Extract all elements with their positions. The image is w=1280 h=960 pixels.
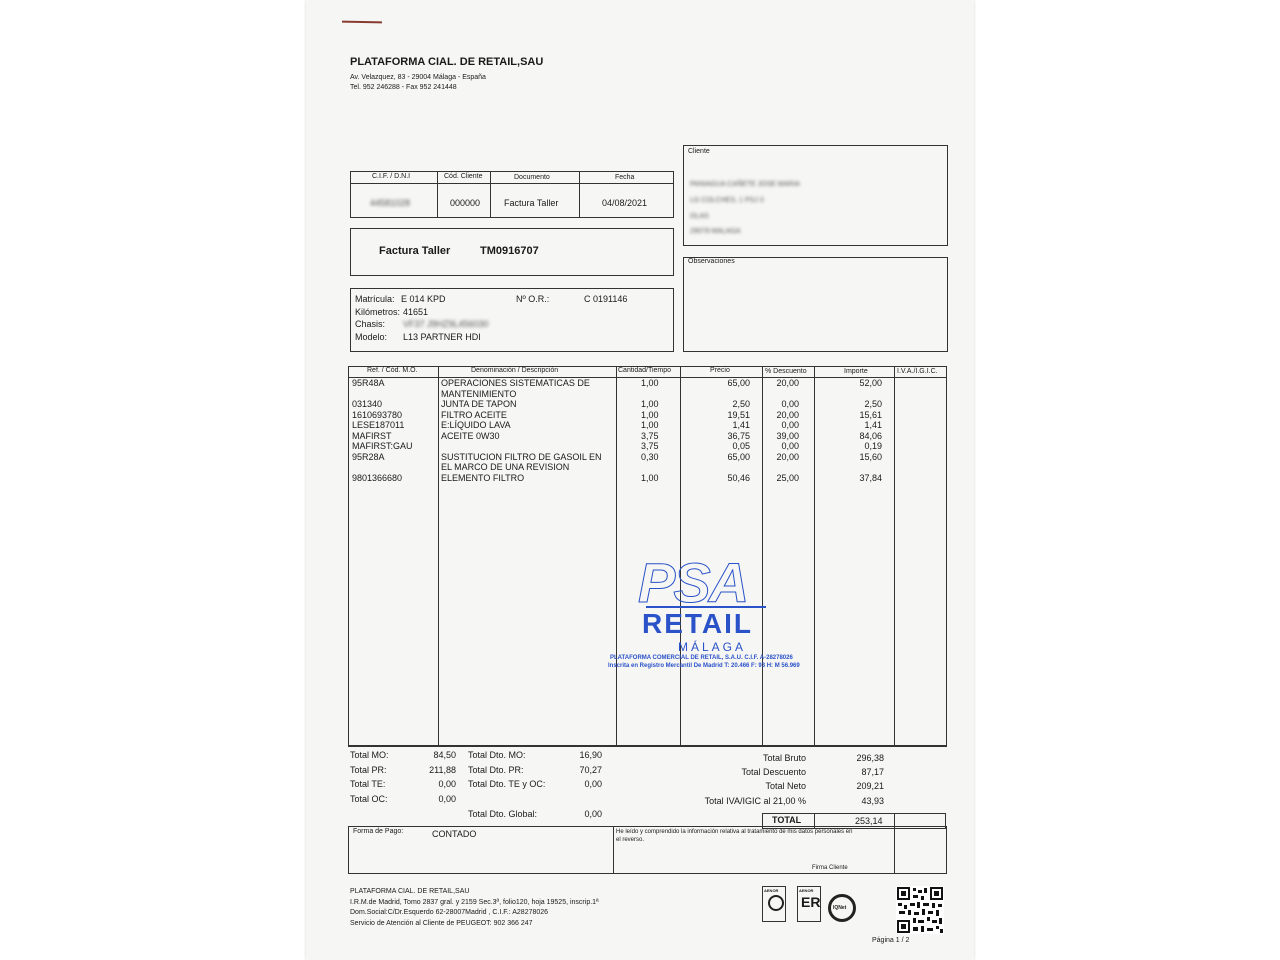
documento-value: Factura Taller (504, 198, 559, 208)
row-desc: JUNTA DE TAPON (441, 399, 517, 409)
stamp-logo: PSA (638, 551, 748, 614)
firma-cliente: Firma Cliente (812, 865, 848, 871)
row-precio: 1,41 (732, 420, 750, 430)
client-postal: 29078 MALAGA (690, 228, 741, 235)
or-value: C 0191146 (584, 294, 628, 304)
total-dto-label: Total Dto. MO: (468, 750, 526, 760)
observations-label: Observaciones (688, 258, 735, 265)
row-precio: 36,75 (727, 430, 750, 441)
total-right-value: 209,21 (856, 781, 884, 791)
row-precio: 0,05 (732, 441, 750, 451)
row-descuento: 39,00 (776, 430, 799, 441)
row-desc: E:LÍQUIDO LAVA (441, 420, 511, 430)
row-precio: 65,00 (727, 378, 750, 388)
total-left-label: Total TE: (350, 779, 386, 789)
row-ref: 9801366680 (352, 472, 403, 483)
cif-value: 44581028 (370, 198, 411, 208)
chasis-value: VF37 J9HZ9L456030 (403, 319, 489, 329)
row-descuento: 0,00 (781, 441, 799, 451)
total-right-value: 43,93 (861, 796, 884, 806)
total-right-value: 296,38 (856, 753, 884, 763)
row-descuento: 0,00 (781, 420, 799, 430)
row-desc: OPERACIONES SISTEMATICAS DE (441, 378, 590, 388)
col-importe: Importe (844, 368, 868, 375)
client-label: Cliente (688, 148, 710, 155)
row-cantidad: 1,00 (641, 420, 659, 430)
col-descuento: % Descuento (765, 368, 807, 375)
row-cantidad: 1,00 (641, 409, 659, 420)
footer-servicio: Servicio de Atención al Cliente de PEUGEOT: 902 366 247 (350, 920, 533, 927)
chasis-label: Chasis: (355, 319, 386, 329)
row-desc: EL MARCO DE UNA REVISION (441, 462, 570, 472)
total-right-label: Total Bruto (762, 753, 806, 763)
row-importe: 2,50 (864, 399, 882, 409)
invoice-number: TM0916707 (480, 245, 539, 257)
row-importe: 52,00 (859, 378, 882, 388)
row-ref: 031340 (352, 399, 383, 409)
cod-cliente-value: 000000 (450, 198, 481, 208)
or-label: Nº O.R.: (516, 294, 550, 304)
row-ref: MAFIRST (352, 430, 392, 441)
documento-header: Documento (514, 174, 550, 181)
row-descuento: 20,00 (776, 451, 799, 462)
row-ref: 95R28A (352, 451, 385, 462)
total-dto-value: 16,90 (579, 750, 602, 760)
total-left-label: Total PR: (350, 765, 387, 775)
er-mark: ER (801, 894, 821, 910)
matricula-value: E 014 KPD (401, 294, 446, 304)
row-ref: 1610693780 (352, 409, 403, 420)
footer-registro: I.R.M.de Madrid, Tomo 2837 gral. y 2159 Sec.3ª, folio120, hoja 19525, inscrip.1ª (350, 899, 599, 906)
modelo-label: Modelo: (355, 332, 388, 342)
total-right-label: Total Neto (765, 781, 806, 791)
km-value: 41651 (403, 307, 429, 317)
total-left-label: Total MO: (350, 750, 389, 760)
col-iva: I.V.A./I.G.I.C. (897, 368, 938, 375)
total-dto-value: 70,27 (579, 765, 602, 775)
cod-cliente-header: Cód. Cliente (444, 173, 483, 180)
footer-domicilio: Dom.Social:C/Dr.Esquerdo 62-28007Madrid , C.I.F.: A28278026 (350, 909, 549, 916)
stamp-line2: Inscrita en Registro Mercantil De Madrid T: 20.466 F: 93 H: M 56.969 (608, 663, 800, 669)
privacy-line1: He leído y comprendido la información relativa al tratamiento de mis datos personales en (616, 829, 853, 835)
total-right-label: Total IVA/IGIC al 21,00 % (704, 796, 806, 806)
observations-box (683, 257, 948, 352)
row-desc: ACEITE 0W30 (441, 430, 500, 441)
col-ref: Ref. / Cód. M.O. (367, 367, 418, 374)
fecha-header: Fecha (615, 174, 635, 181)
iqnet-label: IQNet (833, 905, 847, 911)
iqnet-icon (828, 894, 856, 922)
row-precio: 65,00 (727, 451, 750, 462)
total-dto-value: 0,00 (584, 779, 602, 789)
total-right-value: 87,17 (861, 767, 884, 777)
client-city: OLAS (690, 213, 709, 220)
row-precio: 50,46 (727, 472, 750, 483)
total-left-label: Total OC: (350, 794, 388, 804)
aenor-label-2: AENOR (799, 888, 814, 893)
total-left-value: 84,50 (433, 750, 456, 760)
row-importe: 84,06 (859, 430, 882, 441)
stamp-city: MÁLAGA (678, 640, 747, 654)
modelo-value: L13 PARTNER HDI (403, 332, 481, 342)
row-importe: 37,84 (859, 472, 882, 483)
col-cantidad: Cantidad/Tiempo (618, 367, 672, 374)
privacy-line2: el reverso. (616, 837, 645, 843)
cif-header: C.I.F. / D.N.I (372, 173, 411, 180)
company-phone: Tel. 952 246288 - Fax 952 241448 (350, 84, 457, 91)
row-descuento: 0,00 (781, 399, 799, 409)
aenor-gestion-ambiental-icon (762, 886, 786, 922)
total-value: 253,14 (855, 816, 883, 826)
row-cantidad: 3,75 (641, 441, 659, 451)
aenor-label-1: AENOR (764, 888, 779, 893)
row-descuento: 25,00 (776, 472, 799, 483)
row-importe: 15,60 (859, 451, 882, 462)
total-right-label: Total Descuento (741, 767, 806, 777)
row-ref: LESE187011 (352, 420, 405, 430)
row-desc: SUSTITUCION FILTRO DE GASOIL EN (441, 451, 602, 462)
row-ref: 95R48A (352, 378, 385, 388)
row-importe: 15,61 (859, 409, 882, 420)
company-address: Av. Velazquez, 83 - 29004 Málaga - España (350, 74, 486, 81)
row-importe: 0,19 (864, 441, 882, 451)
row-precio: 19,51 (727, 409, 750, 420)
forma-pago-label: Forma de Pago: (353, 828, 404, 835)
row-desc: ELEMENTO FILTRO (441, 472, 525, 483)
aenor-empresa-registrada-icon (797, 886, 821, 922)
forma-pago-value: CONTADO (432, 829, 477, 839)
total-dto-label: Total Dto. TE y OC: (468, 779, 546, 789)
total-label: TOTAL (772, 815, 802, 825)
row-descuento: 20,00 (776, 378, 799, 388)
company-name: PLATAFORMA CIAL. DE RETAIL,SAU (350, 56, 544, 68)
total-left-value: 0,00 (438, 794, 456, 804)
row-desc: MANTENIMIENTO (441, 388, 517, 399)
psa-retail-stamp (606, 550, 816, 680)
page-number: Página 1 / 2 (872, 937, 910, 944)
matricula-label: Matrícula: (355, 294, 395, 304)
row-cantidad: 1,00 (641, 378, 659, 388)
total-dto-label: Total Dto. Global: (468, 809, 538, 819)
total-dto-label: Total Dto. PR: (468, 765, 524, 775)
col-denominacion: Denominación / Descripción (471, 367, 559, 374)
total-left-value: 211,88 (429, 765, 456, 775)
row-cantidad: 1,00 (641, 472, 659, 483)
row-desc: FILTRO ACEITE (441, 409, 507, 420)
row-descuento: 20,00 (776, 409, 799, 420)
row-ref: MAFIRST:GAU (352, 441, 413, 451)
col-precio: Precio (710, 367, 730, 374)
client-street: LG COLCHES, 1 PSJ 3 (690, 197, 764, 204)
row-cantidad: 0,30 (641, 451, 659, 462)
footer-company: PLATAFORMA CIAL. DE RETAIL,SAU (350, 888, 470, 895)
total-dto-value: 0,00 (584, 809, 602, 819)
km-label: Kilómetros: (355, 307, 401, 317)
row-precio: 2,50 (732, 399, 750, 409)
stamp-line1: PLATAFORMA COMERCIAL DE RETAIL, S.A.U. C.I.F. A-28278026 (610, 655, 793, 661)
invoice-type: Factura Taller (379, 245, 451, 257)
qr-code-icon (896, 886, 944, 934)
stamp-retail: RETAIL (642, 608, 754, 639)
row-cantidad: 1,00 (641, 399, 659, 409)
fecha-value: 04/08/2021 (602, 198, 648, 208)
client-name: PANIAGUA CAÑETE JOSE MARIA (690, 181, 800, 188)
row-cantidad: 3,75 (641, 430, 659, 441)
row-importe: 1,41 (864, 420, 882, 430)
total-left-value: 0,00 (438, 779, 456, 789)
